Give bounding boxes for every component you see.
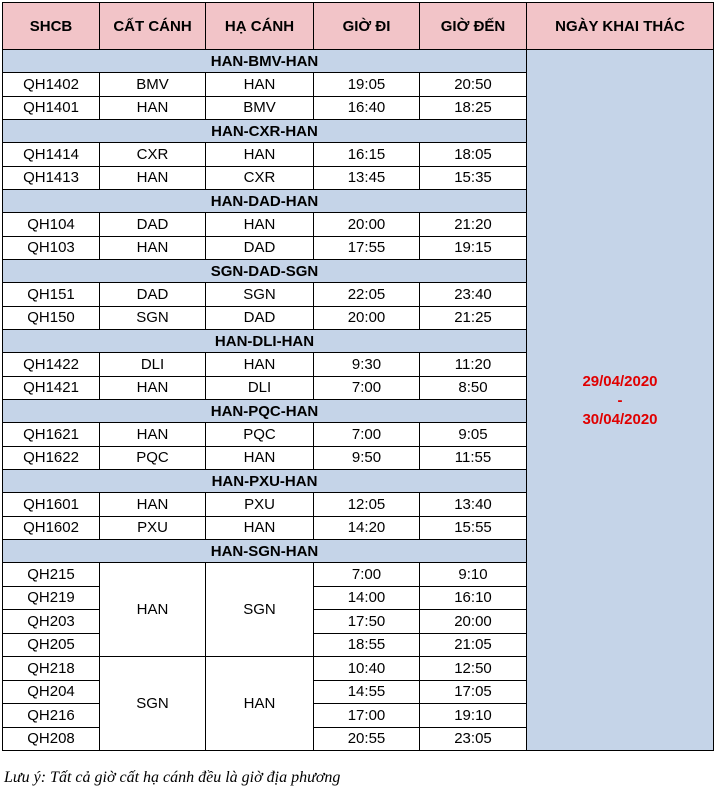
arrival-airport: PQC	[206, 423, 314, 447]
departure-time: 14:00	[314, 586, 420, 610]
departure-airport: SGN	[100, 657, 206, 751]
flight-number: QH218	[3, 657, 100, 681]
arrival-time: 19:10	[420, 704, 527, 728]
departure-airport: SGN	[100, 306, 206, 330]
arrival-airport: HAN	[206, 657, 314, 751]
arrival-airport: CXR	[206, 166, 314, 190]
departure-airport: BMV	[100, 73, 206, 97]
route-name: HAN-PQC-HAN	[3, 400, 527, 423]
operating-date-start: 29/04/2020	[582, 372, 658, 390]
flight-number: QH1601	[3, 493, 100, 517]
flight-number: QH1401	[3, 96, 100, 120]
flight-number: QH219	[3, 586, 100, 610]
arrival-time: 18:05	[420, 143, 527, 167]
arrival-time: 11:55	[420, 446, 527, 470]
arrival-time: 20:50	[420, 73, 527, 97]
flight-number: QH151	[3, 283, 100, 307]
arrival-time: 12:50	[420, 657, 527, 681]
arrival-time: 18:25	[420, 96, 527, 120]
arrival-time: 21:25	[420, 306, 527, 330]
header-row	[3, 3, 714, 50]
arrival-airport: HAN	[206, 446, 314, 470]
departure-airport: DAD	[100, 213, 206, 237]
arrival-airport: PXU	[206, 493, 314, 517]
arrival-time: 17:05	[420, 680, 527, 704]
arrival-time: 15:55	[420, 516, 527, 540]
header-flight-number: SHCB	[3, 3, 100, 50]
departure-time: 17:55	[314, 236, 420, 260]
arrival-time: 16:10	[420, 586, 527, 610]
operating-date-separator: -	[617, 391, 623, 409]
departure-time: 7:00	[314, 423, 420, 447]
flight-number: QH204	[3, 680, 100, 704]
header-operating-date: NGÀY KHAI THÁC	[527, 3, 714, 50]
flight-number: QH1414	[3, 143, 100, 167]
departure-airport: HAN	[100, 563, 206, 657]
flight-number: QH1622	[3, 446, 100, 470]
departure-time: 13:45	[314, 166, 420, 190]
route-name: HAN-DLI-HAN	[3, 330, 527, 353]
arrival-airport: HAN	[206, 516, 314, 540]
operating-dates-cell	[527, 50, 714, 751]
arrival-airport: HAN	[206, 353, 314, 377]
route-name: HAN-SGN-HAN	[3, 540, 527, 563]
departure-time: 7:00	[314, 563, 420, 587]
departure-time: 9:30	[314, 353, 420, 377]
departure-time: 19:05	[314, 73, 420, 97]
departure-time: 9:50	[314, 446, 420, 470]
arrival-airport: SGN	[206, 563, 314, 657]
arrival-time: 23:05	[420, 727, 527, 751]
flight-number: QH1602	[3, 516, 100, 540]
departure-time: 16:15	[314, 143, 420, 167]
departure-time: 12:05	[314, 493, 420, 517]
departure-airport: HAN	[100, 166, 206, 190]
departure-airport: PXU	[100, 516, 206, 540]
departure-time: 14:55	[314, 680, 420, 704]
arrival-time: 21:20	[420, 213, 527, 237]
departure-airport: HAN	[100, 493, 206, 517]
arrival-airport: BMV	[206, 96, 314, 120]
flight-number: QH203	[3, 610, 100, 634]
route-name: HAN-CXR-HAN	[3, 120, 527, 143]
flight-number: QH150	[3, 306, 100, 330]
arrival-time: 13:40	[420, 493, 527, 517]
footnote: Lưu ý: Tất cả giờ cất hạ cánh đều là giờ địa phương	[4, 769, 341, 786]
departure-time: 22:05	[314, 283, 420, 307]
departure-airport: DLI	[100, 353, 206, 377]
departure-time: 17:50	[314, 610, 420, 634]
arrival-time: 11:20	[420, 353, 527, 377]
arrival-airport: SGN	[206, 283, 314, 307]
flight-number: QH1422	[3, 353, 100, 377]
arrival-time: 15:35	[420, 166, 527, 190]
arrival-time: 9:10	[420, 563, 527, 587]
departure-airport: HAN	[100, 376, 206, 400]
departure-airport: DAD	[100, 283, 206, 307]
flight-number: QH103	[3, 236, 100, 260]
arrival-airport: HAN	[206, 143, 314, 167]
departure-time: 14:20	[314, 516, 420, 540]
arrival-airport: HAN	[206, 213, 314, 237]
departure-airport: HAN	[100, 96, 206, 120]
departure-airport: CXR	[100, 143, 206, 167]
flight-schedule-table	[2, 2, 714, 751]
route-name: HAN-BMV-HAN	[3, 50, 527, 73]
flight-number: QH104	[3, 213, 100, 237]
departure-time: 17:00	[314, 704, 420, 728]
arrival-airport: HAN	[206, 73, 314, 97]
departure-time: 16:40	[314, 96, 420, 120]
arrival-airport: DAD	[206, 306, 314, 330]
arrival-time: 20:00	[420, 610, 527, 634]
arrival-airport: DLI	[206, 376, 314, 400]
flight-number: QH1621	[3, 423, 100, 447]
arrival-time: 19:15	[420, 236, 527, 260]
flight-number: QH216	[3, 704, 100, 728]
flight-number: QH1421	[3, 376, 100, 400]
flight-number: QH1413	[3, 166, 100, 190]
departure-airport: HAN	[100, 236, 206, 260]
departure-airport: PQC	[100, 446, 206, 470]
header-departure: CẤT CÁNH	[100, 3, 206, 50]
arrival-time: 9:05	[420, 423, 527, 447]
header-arrival: HẠ CÁNH	[206, 3, 314, 50]
flight-number: QH1402	[3, 73, 100, 97]
arrival-time: 8:50	[420, 376, 527, 400]
route-name: HAN-PXU-HAN	[3, 470, 527, 493]
departure-time: 7:00	[314, 376, 420, 400]
departure-time: 20:55	[314, 727, 420, 751]
flight-number: QH208	[3, 727, 100, 751]
route-name: SGN-DAD-SGN	[3, 260, 527, 283]
header-arrival-time: GIỜ ĐẾN	[420, 3, 527, 50]
departure-airport: HAN	[100, 423, 206, 447]
operating-date-end: 30/04/2020	[582, 410, 658, 428]
flight-number: QH215	[3, 563, 100, 587]
arrival-time: 23:40	[420, 283, 527, 307]
departure-time: 20:00	[314, 213, 420, 237]
departure-time: 10:40	[314, 657, 420, 681]
header-departure-time: GIỜ ĐI	[314, 3, 420, 50]
arrival-airport: DAD	[206, 236, 314, 260]
departure-time: 18:55	[314, 633, 420, 657]
flight-number: QH205	[3, 633, 100, 657]
arrival-time: 21:05	[420, 633, 527, 657]
route-name: HAN-DAD-HAN	[3, 190, 527, 213]
route-row	[3, 50, 714, 73]
departure-time: 20:00	[314, 306, 420, 330]
